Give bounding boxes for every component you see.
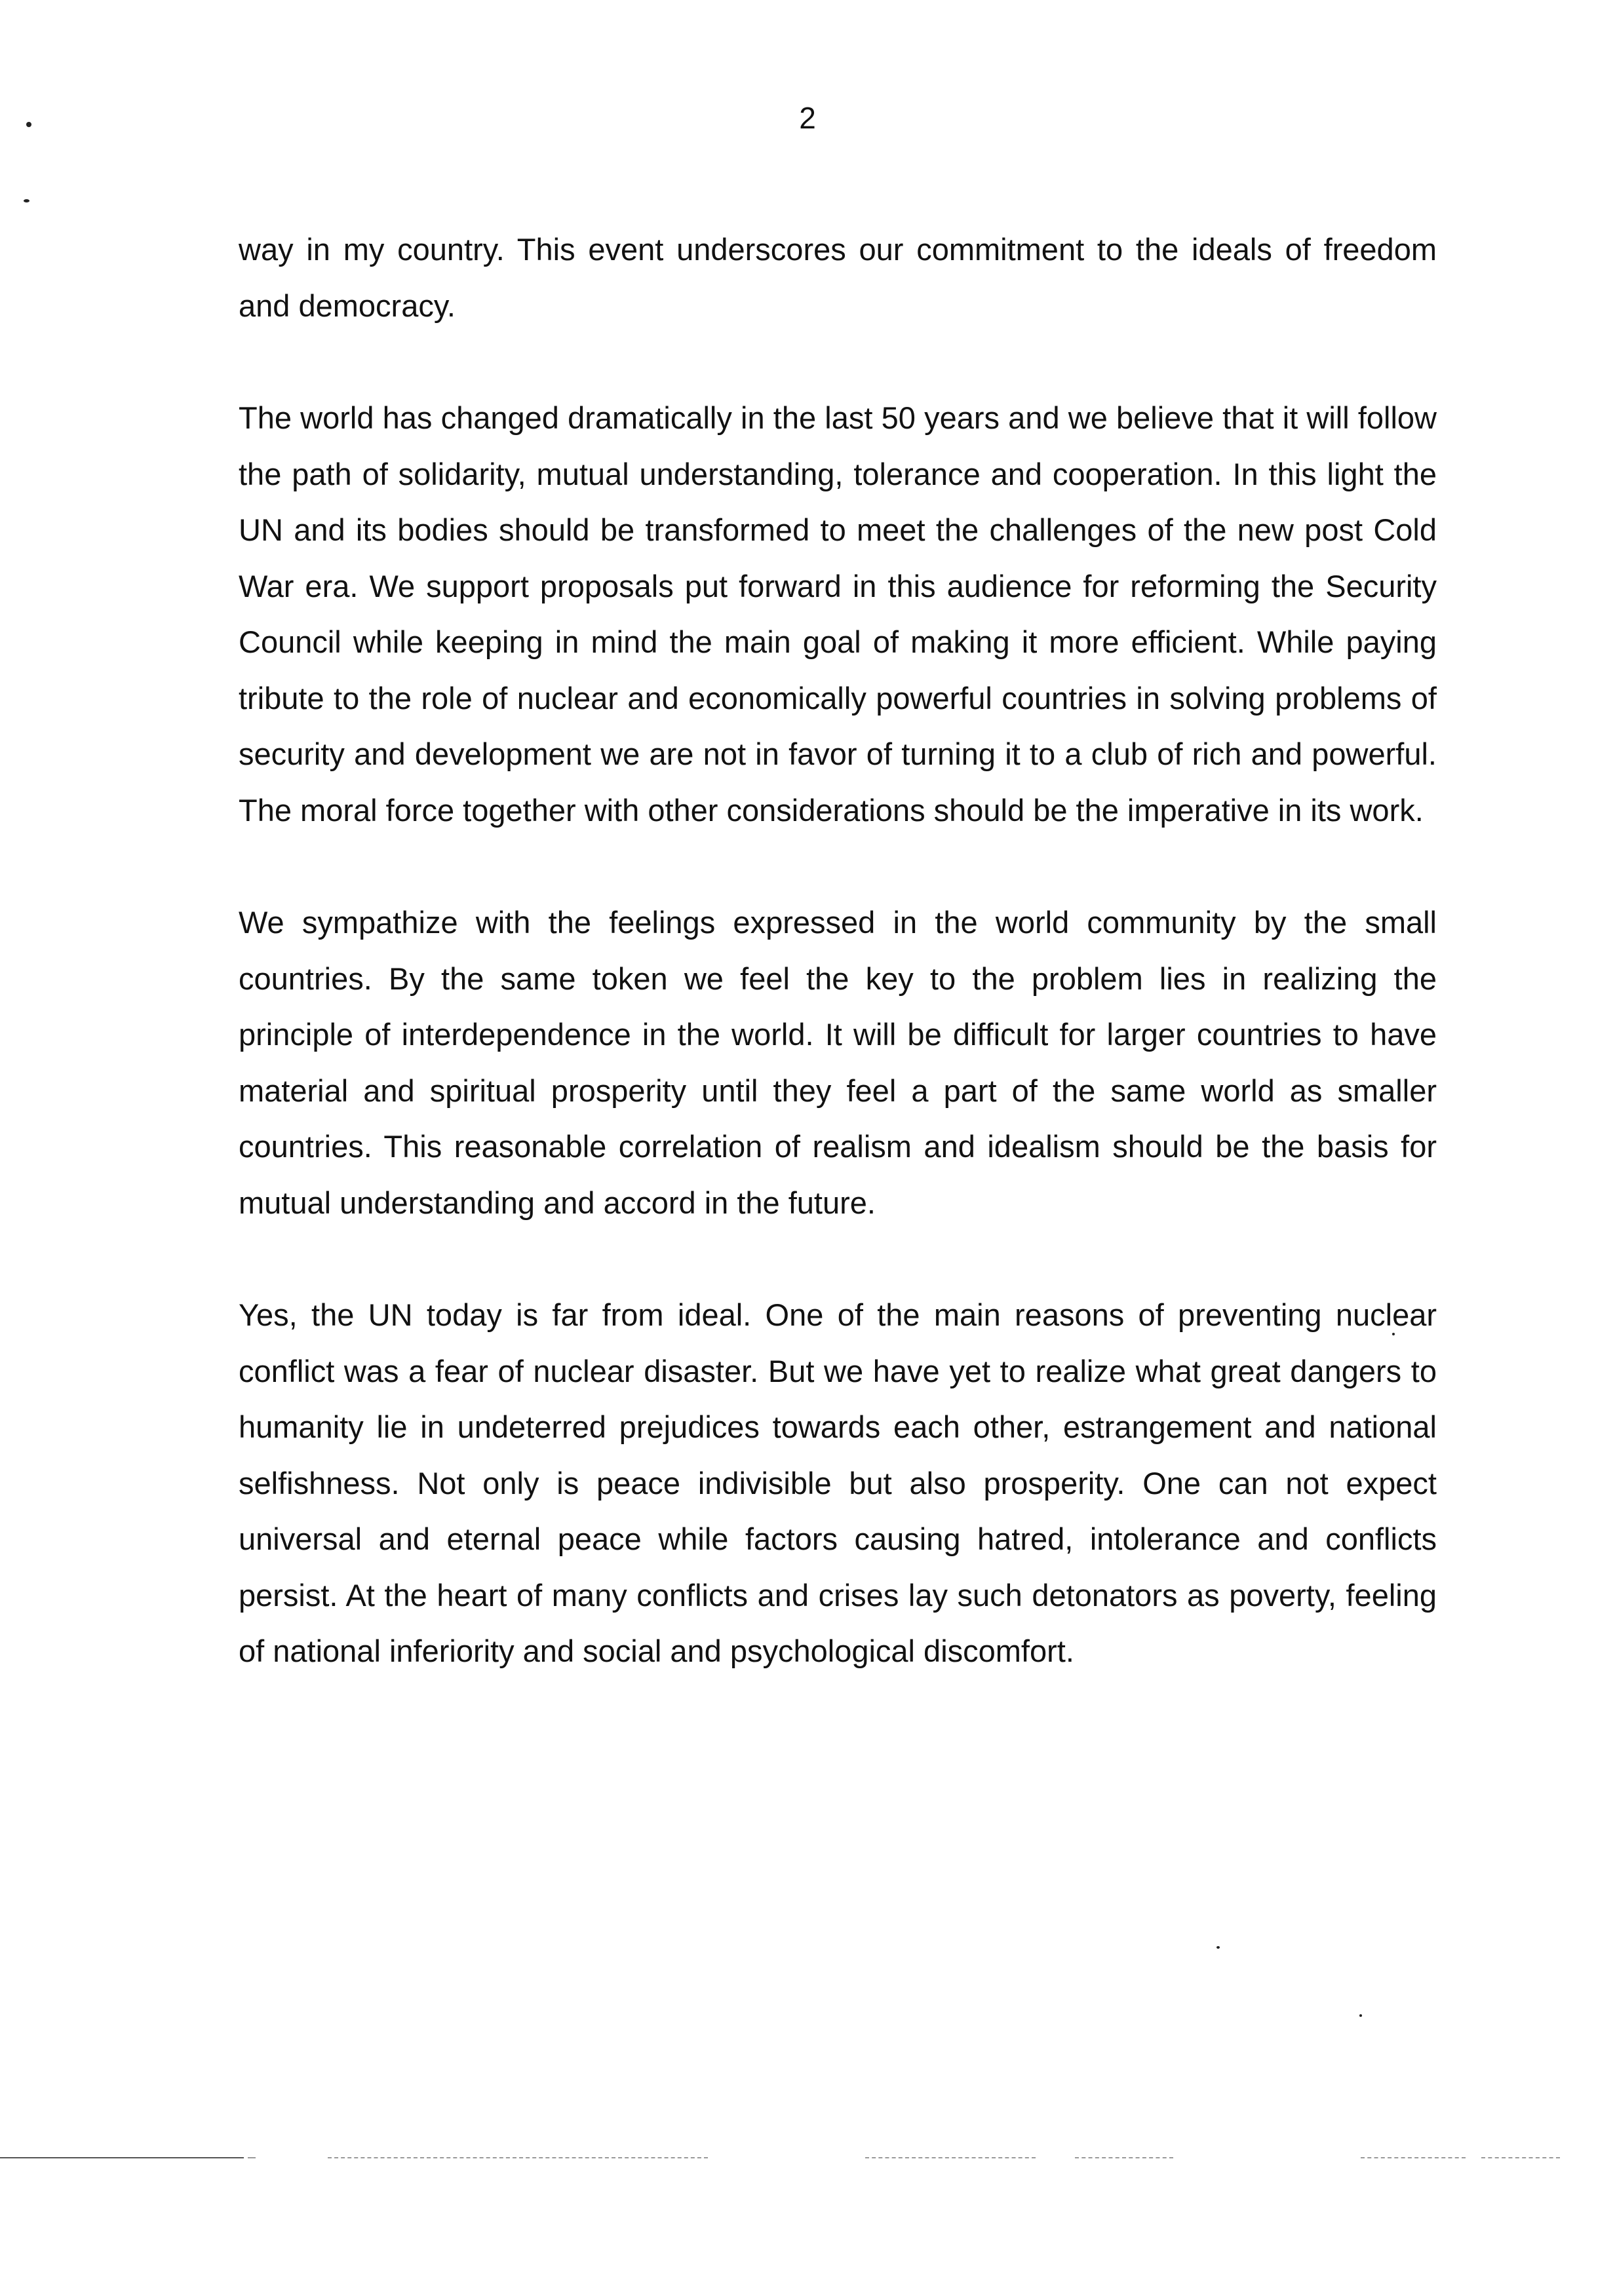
footer-rule — [328, 2157, 708, 2158]
footer-rule — [248, 2157, 256, 2158]
footer-rule — [865, 2157, 1036, 2158]
paragraph-spacer — [239, 1231, 1437, 1287]
scan-speck — [26, 122, 31, 127]
footer-rule — [1361, 2157, 1466, 2158]
footer-rule — [1481, 2157, 1560, 2158]
scan-speck — [1216, 1946, 1220, 1949]
paragraph: Yes, the UN today is far from ideal. One of the main reasons of preventing nuclear conflict was a fear of nuclear disaster. But we have yet to realize what great dangers to humanity lie in undeterred prejudices towards each other, estrangement and national selfishness. Not only is peace indivisible but also prosperity. One can not expect universal and eternal peace while factors causing hatred, intolerance and conflicts persist. At the heart of many conflicts and crises lay such detonators as poverty, feeling of national inferiority and social and psychological discomfort. — [239, 1297, 1437, 1668]
paragraph-spacer — [239, 838, 1437, 894]
paragraph-spacer — [239, 334, 1437, 390]
scan-speck — [24, 199, 29, 202]
paragraph: We sympathize with the feelings expressed in the world community by the small countries. By the same token we feel the key to the problem lies in realizing the principle of interdependence in the world. It will be difficult for larger countries to have material and spiritual prosperity until they feel a part of the same world as smaller countries. This reasonable correlation of realism and idealism should be the basis for mutual understanding and accord in the future. — [239, 905, 1437, 1220]
paragraph: The world has changed dramatically in the last 50 years and we believe that it will follow the path of solidarity, mutual understanding, tolerance and cooperation. In this light the UN and its bodies should be transformed to meet the challenges of the new post Cold War era. We support proposals put forward in this audience for reforming the Security Council while keeping in mind the main goal of making it more efficient. While paying tribute to the role of nuclear and economically powerful countries in solving problems of security and development we are not in favor of turning it to a club of rich and powerful. The moral force together with other considerations should be the imperative in its work. — [239, 400, 1437, 828]
document-body — [239, 221, 1437, 1679]
footer-rule — [1075, 2157, 1173, 2158]
page-number: 2 — [799, 101, 816, 135]
scan-speck — [1359, 2014, 1362, 2017]
footer-rule — [0, 2157, 244, 2158]
paragraph: way in my country. This event underscores our commitment to the ideals of freedom and democracy. — [239, 232, 1437, 323]
